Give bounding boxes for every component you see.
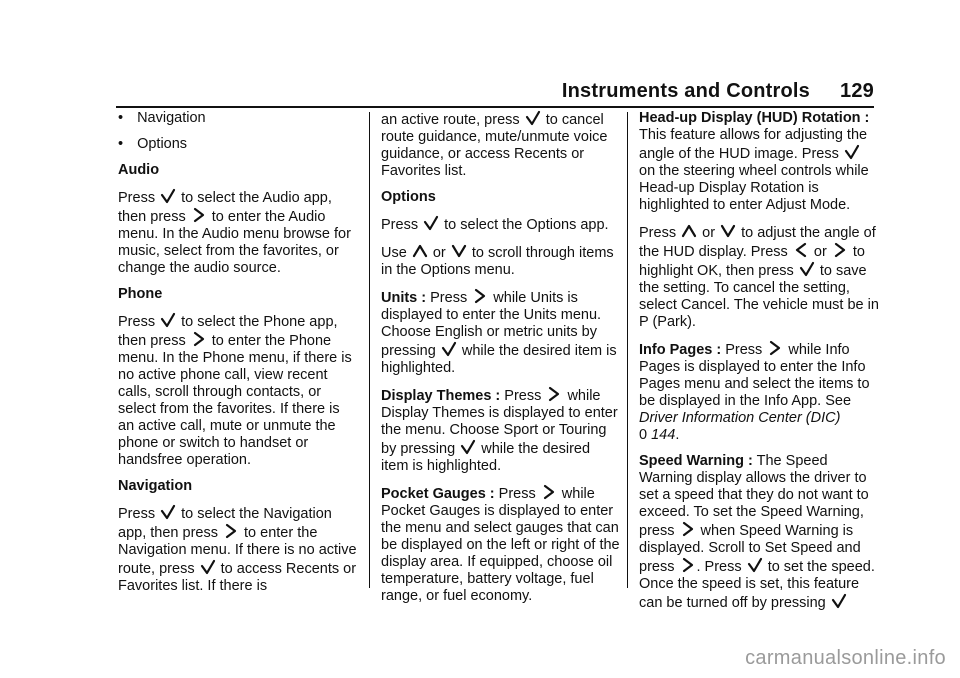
chevron-right-icon [832, 242, 848, 258]
column-divider [627, 112, 628, 588]
pocket-gauges-paragraph: Pocket Gauges : Press while Pocket Gauges is displayed to enter the menu and select gauges that can be displayed on the left or right of the display area. If equipped, choose oil temperature, battery voltage, fuel range, or fuel economy. [381, 486, 620, 604]
speed-warning-paragraph: Speed Warning : The Speed Warning display allows the driver to set a speed that they do not want to exceed. To set the Speed Warning, press when Speed Warning is displayed. Scroll to Set Speed and press . Press to set the speed. Once the speed is set, this feature can be turned off by pressing [639, 453, 875, 611]
check-icon [423, 215, 439, 231]
chevron-right-icon [680, 521, 696, 537]
chevron-right-icon [541, 484, 557, 500]
hud-adjust-paragraph: Press or to adjust the angle of the HUD display. Press or to highlight OK, then press to save the setting. To cancel the setting, select Cancel. The vehicle must be in P (Park). [639, 225, 879, 330]
chevron-right-icon [767, 340, 783, 356]
options-paragraph-1: Press to select the Options app. [381, 217, 609, 233]
chevron-up-icon [412, 243, 428, 259]
check-icon [200, 559, 216, 575]
check-icon [441, 341, 457, 357]
chevron-right-icon [191, 207, 207, 223]
chevron-up-icon [681, 223, 697, 239]
check-icon [460, 439, 476, 455]
dic-reference-link[interactable]: Driver Information Center (DIC) [639, 410, 841, 426]
page-header [562, 80, 874, 103]
audio-heading: Audio [118, 162, 160, 178]
chevron-down-icon [720, 223, 736, 239]
phone-paragraph: Press to select the Phone app, then press to enter the Phone menu. In the Phone menu, if there is no active phone call, view recent calls, scroll through contacts, or select from the favorites. If there is an active call, mute or unmute the phone or switch to handset or handsfree operation. [118, 314, 352, 468]
units-paragraph: Units : Press while Units is displayed to enter the Units menu. Choose English or metric units by pressing while the desired item is highlighted. [381, 290, 617, 376]
page-ref-number[interactable]: 144 [651, 427, 676, 443]
check-icon [160, 312, 176, 328]
column-2 [381, 110, 621, 614]
check-icon [799, 261, 815, 277]
column-1 [118, 110, 358, 604]
check-icon [160, 504, 176, 520]
chevron-right-icon [472, 288, 488, 304]
check-icon [747, 557, 763, 573]
chevron-right-icon [546, 386, 562, 402]
phone-heading: Phone [118, 286, 163, 302]
hud-rotation-paragraph: Head-up Display (HUD) Rotation : This feature allows for adjusting the angle of the HUD image. Press on the steering wheel controls while Head-up Display Rotation is highlighted to enter Adjust Mode. [639, 110, 870, 213]
continued-paragraph: an active route, press to cancel route guidance, mute/unmute voice guidance, or access Recents or Favorites list. [381, 112, 608, 179]
chevron-right-icon [680, 557, 696, 573]
list-item: • Options [118, 136, 188, 152]
section-title: Instruments and Controls [561, 80, 811, 102]
chevron-down-icon [451, 243, 467, 259]
column-3 [639, 110, 879, 621]
navigation-heading: Navigation [118, 478, 193, 494]
list-item: • Navigation [118, 110, 206, 126]
navigation-paragraph: Press to select the Navigation app, then press to enter the Navigation menu. If there is no active route, press to access Recents or Favorites list. If there is [118, 506, 357, 594]
chevron-right-icon [191, 331, 207, 347]
display-themes-paragraph: Display Themes : Press while Display Themes is displayed to enter the menu. Choose Sport or Touring by pressing while the desired item is highlighted. [381, 388, 618, 474]
page-ref-arrow: 0 [639, 427, 648, 443]
chevron-right-icon [223, 523, 239, 539]
audio-paragraph: Press to select the Audio app, then press to enter the Audio menu. In the Audio menu browse for music, select from the favorites, or change the audio source. [118, 190, 351, 276]
check-icon [844, 144, 860, 160]
column-divider [369, 112, 370, 588]
check-icon [831, 593, 847, 609]
watermark: carmanualsonline.info [745, 647, 946, 669]
options-paragraph-2: Use or to scroll through items in the Options menu. [381, 245, 614, 278]
chevron-left-icon [793, 242, 809, 258]
check-icon [160, 188, 176, 204]
info-pages-paragraph: Info Pages : Press while Info Pages is displayed to enter the Info Pages menu and select the items to be displayed in the Info App. See Driver Information Center (DIC) 0 144. [639, 342, 870, 443]
header-rule [116, 106, 874, 108]
options-heading: Options [381, 189, 436, 205]
page-number: 129 [840, 80, 874, 102]
check-icon [525, 110, 541, 126]
